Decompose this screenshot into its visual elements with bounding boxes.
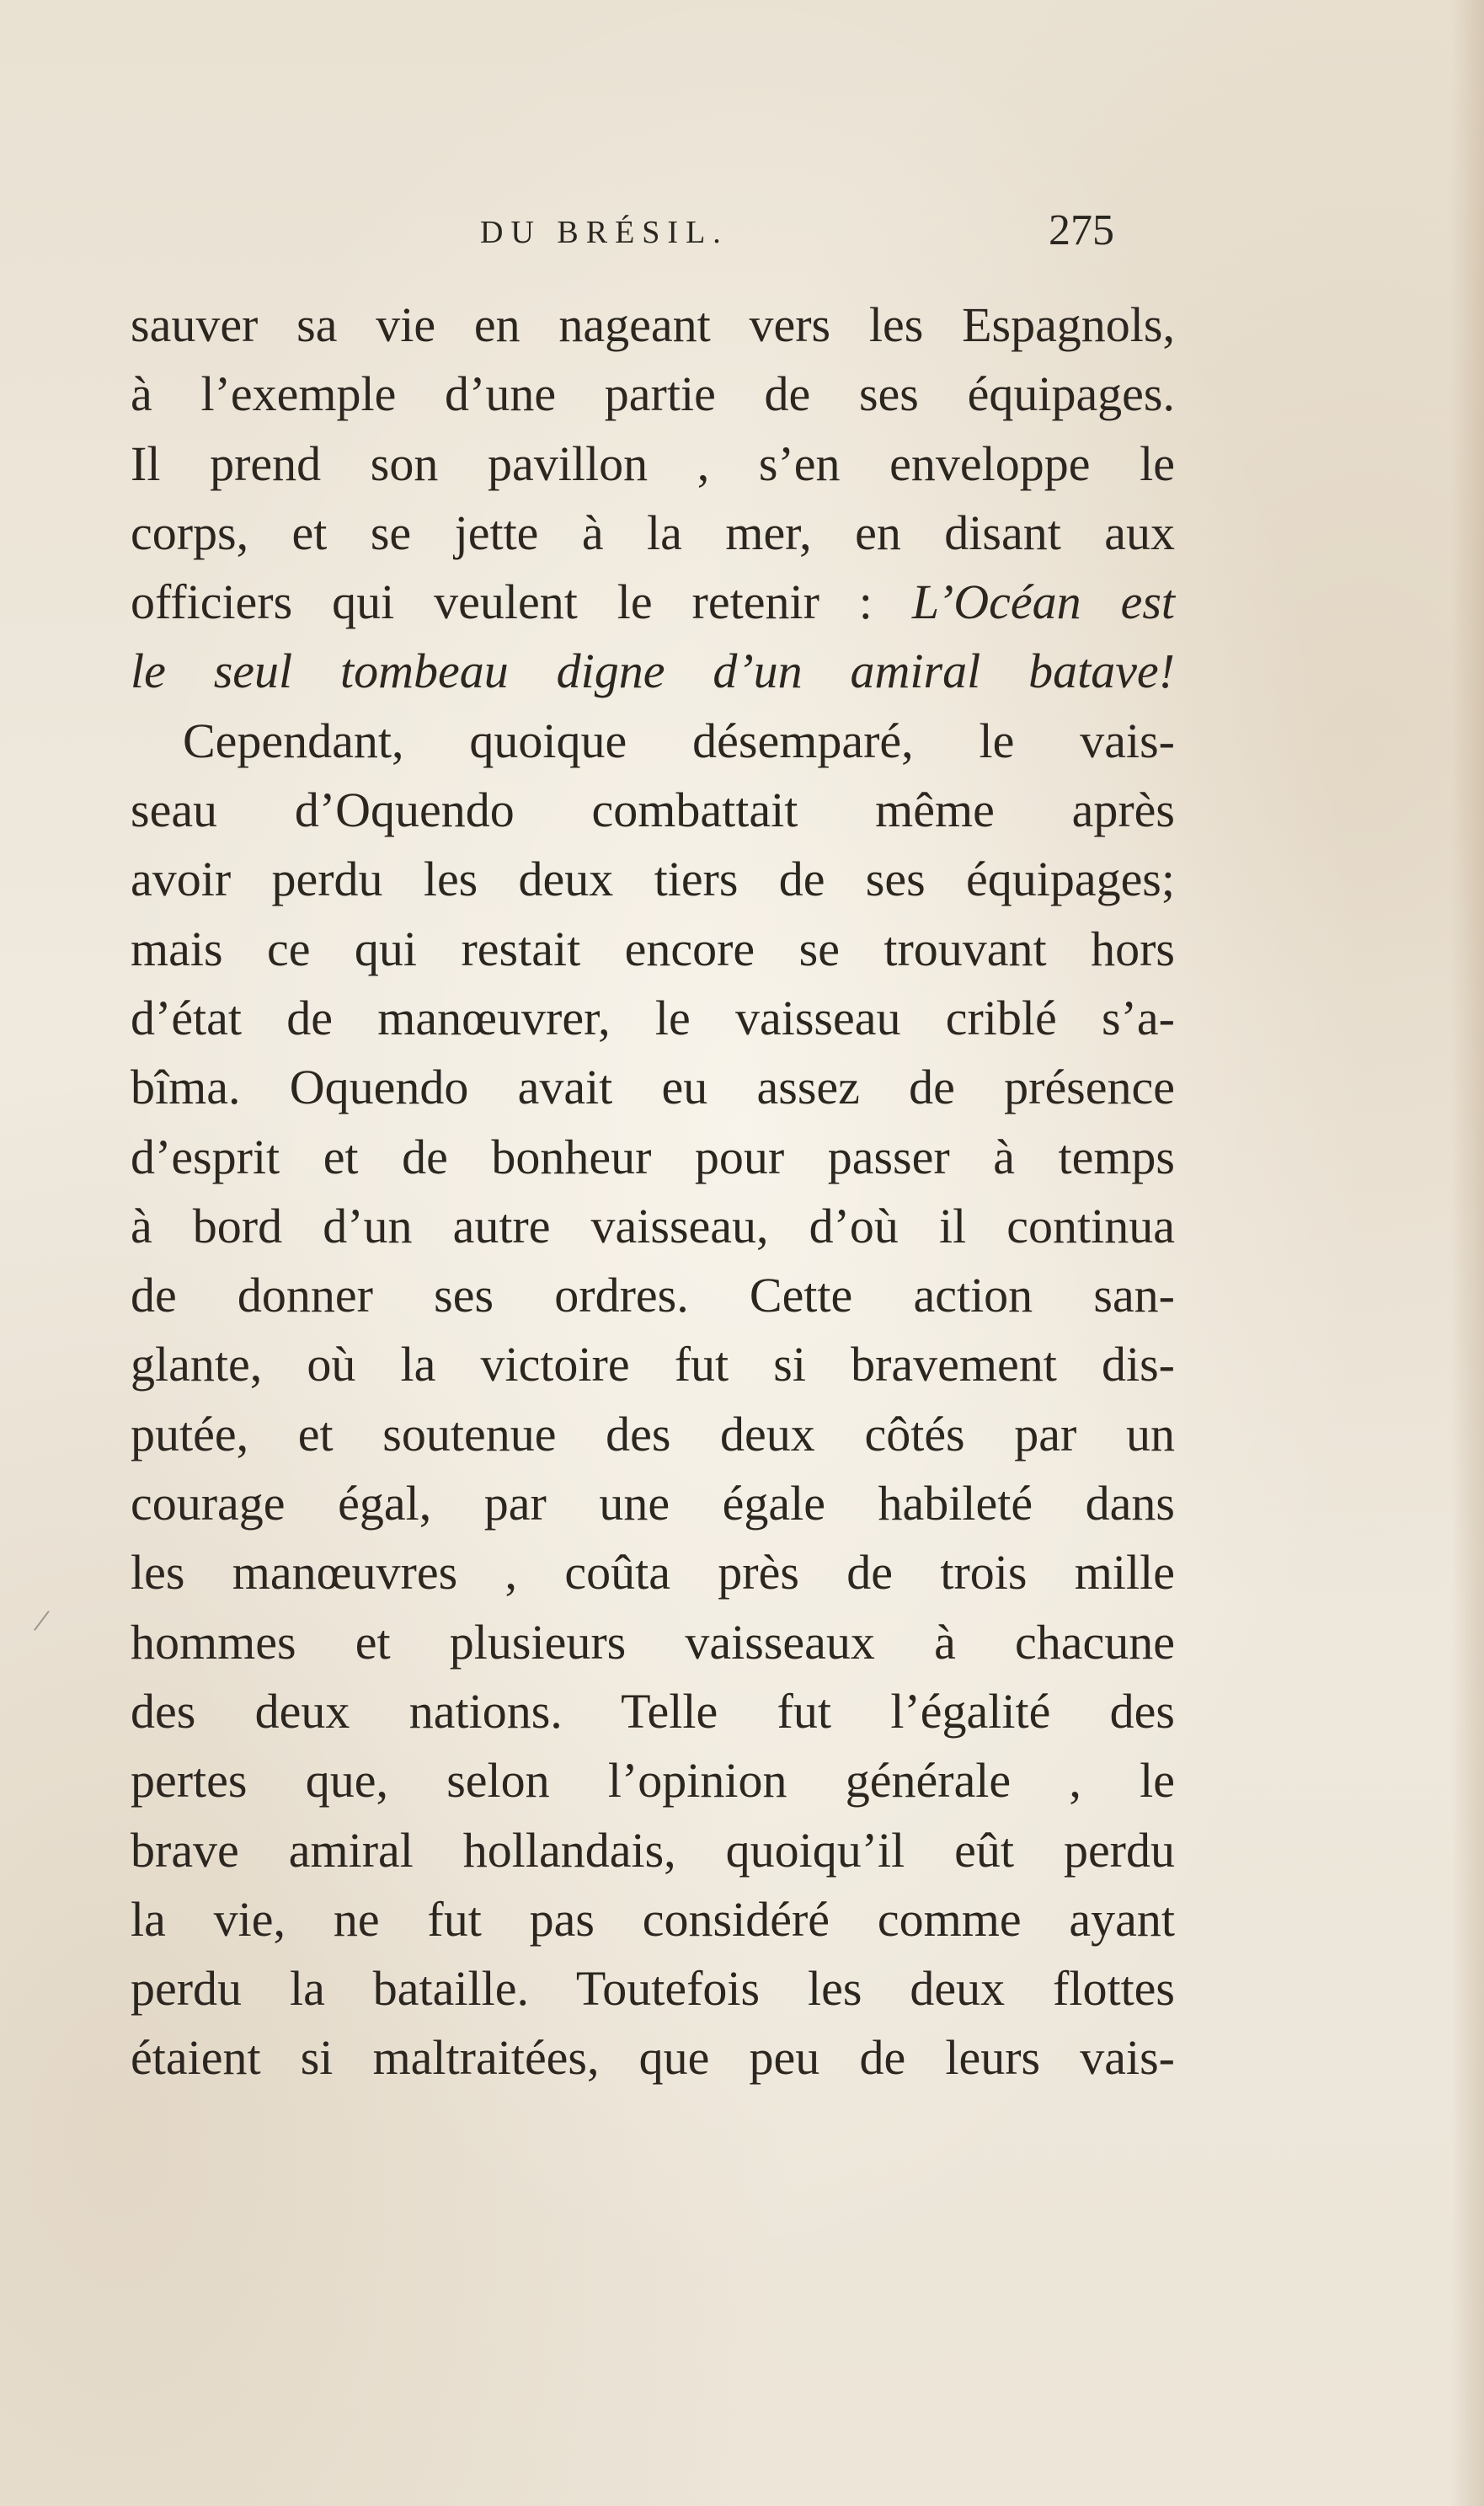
page-header <box>135 206 1145 264</box>
text-line: à l’exemple d’une partie de ses équipages. <box>131 366 1175 422</box>
page-number: 275 <box>1049 206 1114 254</box>
text-line: Il prend son pavillon , s’en enveloppe le <box>131 435 1175 491</box>
text-line: putée, et soutenue des deux côtés par un <box>131 1406 1175 1461</box>
text-line: seau d’Oquendo combattait même après <box>131 783 1175 838</box>
text-line: mais ce qui restait encore se trouvant hors <box>131 921 1175 976</box>
body-text <box>131 291 1175 2093</box>
text-line: glante, où la victoire fut si bravement dis- <box>131 1337 1175 1392</box>
text-line: perdu la bataille. Toutefois les deux flottes <box>131 1961 1175 2017</box>
text-line: d’état de manœuvrer, le vaisseau criblé s’a- <box>131 990 1175 1045</box>
text-line: d’esprit et de bonheur pour passer à temps <box>131 1129 1175 1184</box>
text-line-mixed <box>131 568 1175 637</box>
text-line: pertes que, selon l’opinion générale , le <box>131 1753 1175 1809</box>
text-line: sauver sa vie en nageant vers les Espagnols, <box>131 297 1175 352</box>
text-line-italic: le seul tombeau digne d’un amiral batave! <box>131 644 1175 699</box>
text-line: à bord d’un autre vaisseau, d’où il continua <box>131 1198 1175 1253</box>
margin-stray-mark: / <box>31 1600 52 1640</box>
text-line: de donner ses ordres. Cette action san- <box>131 1268 1175 1323</box>
text-line-italic-part: L’Océan est <box>911 574 1175 630</box>
text-line: courage égal, par une égale habileté dans <box>131 1476 1175 1531</box>
paragraph-start-line: Cependant, quoique désemparé, le vais- <box>183 713 1175 768</box>
text-line: avoir perdu les deux tiers de ses équipages; <box>131 852 1175 907</box>
text-line: brave amiral hollandais, quoiqu’il eût perdu <box>131 1822 1175 1878</box>
text-line: la vie, ne fut pas considéré comme ayant <box>131 1891 1175 1947</box>
text-line: étaient si maltraitées, que peu de leurs vais- <box>131 2030 1175 2086</box>
text-line: corps, et se jette à la mer, en disant aux <box>131 505 1175 560</box>
text-line: des deux nations. Telle fut l’égalité des <box>131 1683 1175 1739</box>
text-line: hommes et plusieurs vaisseaux à chacune <box>131 1614 1175 1670</box>
text-line-roman-part: officiers qui veulent le retenir : <box>131 574 912 630</box>
running-head: DU BRÉSIL. <box>480 215 729 250</box>
text-line: bîma. Oquendo avait eu assez de présence <box>131 1060 1175 1115</box>
text-line: les manœuvres , coûta près de trois mille <box>131 1545 1175 1600</box>
